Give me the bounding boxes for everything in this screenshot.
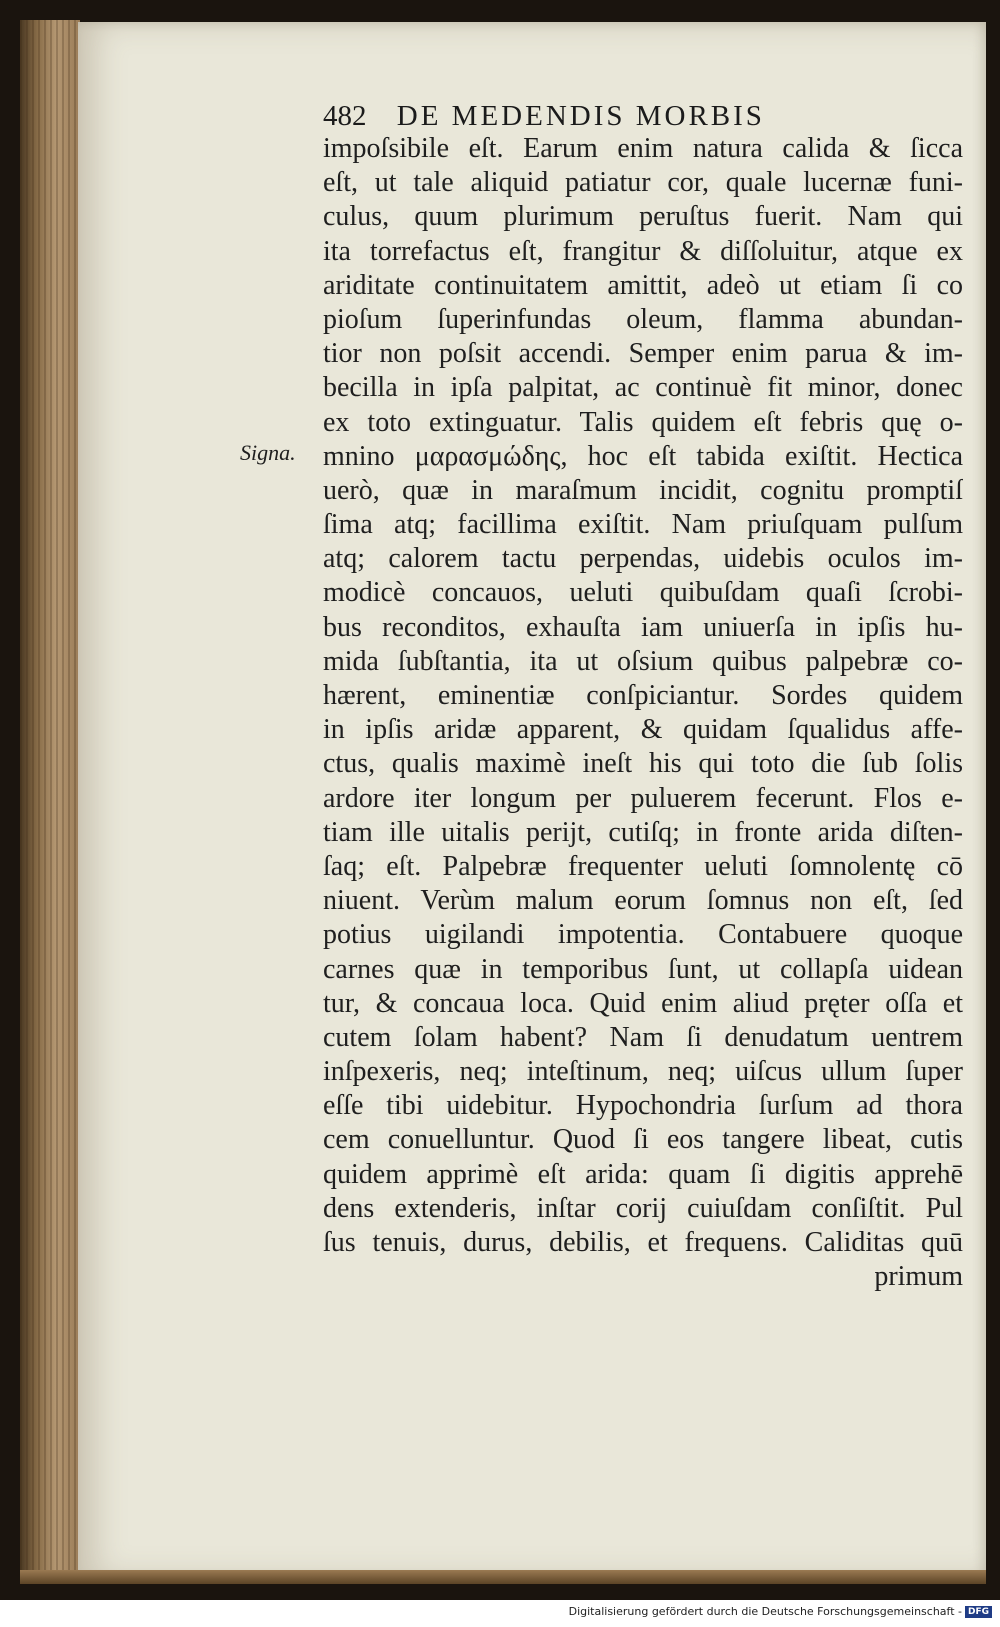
text-line: carnes quæ in temporibus ſunt, ut collapſa uidean	[323, 953, 963, 985]
book-bottom-edge	[20, 1570, 986, 1584]
marginal-note: Signa.	[240, 440, 296, 465]
dfg-logo: DFG	[965, 1606, 992, 1618]
text-line: niuent. Verùm malum eorum ſomnus non eſt, ſed	[323, 885, 963, 917]
book-page-edges	[20, 20, 80, 1575]
text-line: cutem ſolam habent? Nam ſi denudatum uentrem	[323, 1021, 963, 1053]
text-line: cem conuelluntur. Quod ſi eos tangere libeat, cutis	[323, 1124, 963, 1156]
text-line: ctus, qualis maximè ineſt his qui toto die ſub ſolis	[323, 748, 963, 780]
text-line: ita torrefactus eſt, frangitur & diſſoluitur, atque ex	[323, 235, 963, 267]
text-line: in ipſis aridæ apparent, & quidam ſqualidus affe-	[323, 714, 963, 746]
text-line: hærent, eminentiæ conſpiciantur. Sordes quidem	[323, 680, 963, 711]
page-edge-lines	[20, 20, 80, 1575]
text-line: tur, & concaua loca. Quid enim aliud pręter oſſa et	[323, 987, 963, 1019]
running-title: DE MEDENDIS MORBIS	[396, 100, 765, 132]
text-line: eſſe tibi uidebitur. Hypochondria ſurſum ad thora	[323, 1090, 963, 1122]
running-header	[323, 100, 963, 133]
text-line: inſpexeris, neq; inteſtinum, neq; uiſcus ullum ſuper	[323, 1056, 963, 1088]
text-line: tior non poſsit accendi. Semper enim parua & im-	[323, 338, 963, 370]
text-line: dens extenderis, inſtar corij cuiuſdam conſiſtit. Pul	[323, 1192, 963, 1224]
text-line: ex toto extinguatur. Talis quidem eſt febris quę o-	[323, 406, 963, 438]
text-line: modicè concauos, ueluti quibuſdam quaſi ſcrobi-	[323, 577, 963, 609]
text-line: ariditate continuitatem amittit, adeò ut etiam ſi co	[323, 269, 963, 301]
text-line: bus reconditos, exhauſta iam uniuerſa in ipſis hu-	[323, 611, 963, 643]
footer-credit	[0, 1605, 992, 1625]
text-line: mnino μαρασμώδης, hoc eſt tabida exiſtit. Hectica	[323, 440, 963, 472]
text-line: mida ſubſtantia, ita ut oſsium quibus palpebræ co-	[323, 645, 963, 677]
page-number: 482	[323, 100, 367, 132]
text-line: uerò, quæ in maraſmum incidit, cognitu promptiſ	[323, 474, 963, 506]
text-line: ſima atq; facillima exiſtit. Nam priuſquam pulſum	[323, 509, 963, 541]
body-text	[323, 132, 963, 1294]
text-line: potius uigilandi impotentia. Contabuere quoque	[323, 919, 963, 951]
catchword: primum	[874, 1261, 963, 1293]
text-line: pioſum ſuperinfundas oleum, flamma abundan-	[323, 303, 963, 335]
text-line: impoſsibile eſt. Earum enim natura calida & ſicca	[323, 133, 963, 164]
text-line: culus, quum plurimum peruſtus fuerit. Nam qui	[323, 201, 963, 233]
text-line: ſaq; eſt. Palpebræ frequenter ueluti ſomnolentę cō	[323, 850, 963, 882]
text-line: ſus tenuis, durus, debilis, et frequens. Caliditas quū	[323, 1227, 963, 1258]
text-line: atq; calorem tactu perpendas, uidebis oculos im-	[323, 543, 963, 575]
text-line: quidem apprimè eſt arida: quam ſi digitis apprehē	[323, 1158, 963, 1190]
text-line: tiam ille uitalis perijt, cutiſq; in fronte arida diſten-	[323, 816, 963, 848]
text-line: ardore iter longum per puluerem fecerunt. Flos e-	[323, 782, 963, 814]
text-line: eſt, ut tale aliquid patiatur cor, quale lucernæ funi-	[323, 167, 963, 199]
text-line: becilla in ipſa palpitat, ac continuè fit minor, donec	[323, 372, 963, 404]
funding-credit: Digitalisierung gefördert durch die Deutsche Forschungsgemeinschaft -	[568, 1605, 962, 1618]
